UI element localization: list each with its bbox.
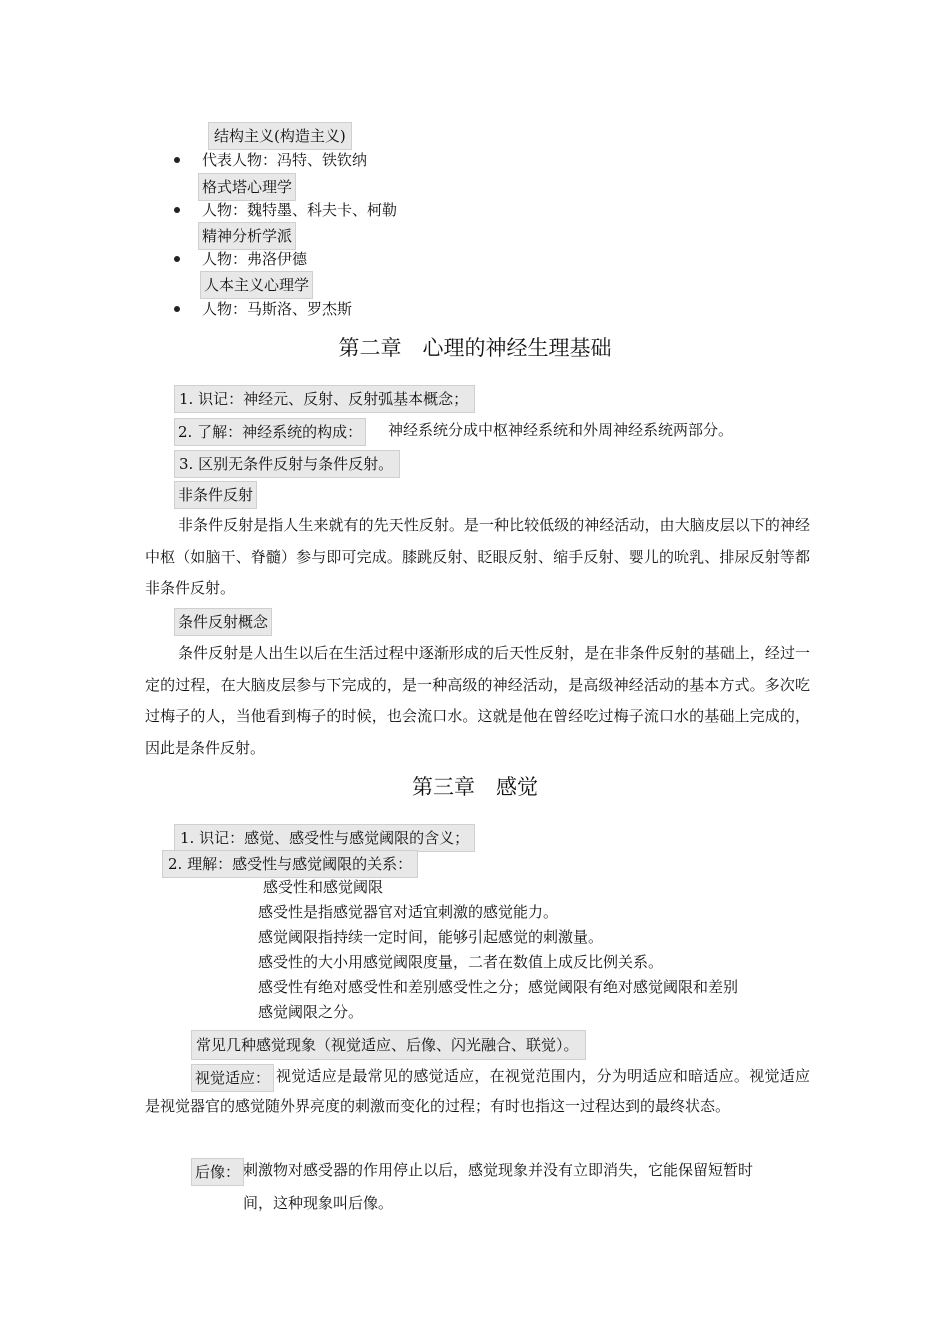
visual-adaptation-paragraph [145,1061,810,1121]
sensitivity-line: 感觉阈限之分。 [258,1003,364,1021]
ch3-objective-1: 1. 识记：感觉、感受性与感觉阈限的含义； [174,824,475,852]
school-people: 人物：弗洛伊德 [202,250,308,268]
visual-adaptation-text: 视觉适应是最常见的感觉适应，在视觉范围内，分为明适应和暗适应。视觉适应是视觉器官的感觉随外界亮度的刺激而变化的过程；有时也指这一过程达到的最终状态。 [145,1067,810,1115]
conditioned-reflex-heading: 条件反射概念 [174,608,272,636]
sensitivity-heading: 感受性和感觉阈限 [263,878,384,896]
afterimage-text-line-1: 刺激物对感受器的作用停止以后，感觉现象并没有立即消失，它能保留短暂时 [243,1161,754,1179]
ch3-objective-2: 2. 理解：感受性与感觉阈限的关系： [162,850,418,878]
school-people: 人物：魏特墨、科夫卡、柯勒 [202,201,398,219]
school-structuralism: 结构主义(构造主义) [208,122,352,150]
school-humanistic: 人本主义心理学 [200,271,313,299]
ch2-objective-1: 1. 识记：神经元、反射、反射弧基本概念； [174,385,475,413]
conditioned-reflex-paragraph [145,638,810,764]
chapter-3-title: 第三章 感觉 [412,775,538,799]
bullet-icon [174,306,180,312]
bullet-icon [174,256,180,262]
sensitivity-line: 感受性是指感觉器官对适宜刺激的感觉能力。 [258,903,559,921]
sensitivity-line: 感受性的大小用感觉阈限度量，二者在数值上成反比例关系。 [258,953,664,971]
conditioned-reflex-text: 条件反射是人出生以后在生活过程中逐渐形成的后天性反射，是在非条件反射的基础上，经过一定的过程，在大脑皮层参与下完成的，是一种高级的神经活动，是高级神经活动的基本方式。多次吃过梅子的人，当他看到梅子的时候，也会流口水。这就是他在曾经吃过梅子流口水的基础上完成的，因此是条件反射。 [145,644,810,757]
bullet-icon [174,157,180,163]
afterimage-label: 后像： [191,1158,244,1186]
school-gestalt: 格式塔心理学 [198,173,296,201]
unconditioned-reflex-paragraph [145,510,810,605]
school-people: 人物：马斯洛、罗杰斯 [202,300,353,318]
afterimage-text-line-2: 间，这种现象叫后像。 [243,1194,394,1212]
unconditioned-reflex-heading: 非条件反射 [174,481,257,509]
visual-adaptation-label: 视觉适应： [191,1064,274,1092]
ch2-objective-2-text: 神经系统分成中枢神经系统和外周神经系统两部分。 [388,421,734,439]
chapter-2-title: 第二章 心理的神经生理基础 [338,336,612,360]
ch2-objective-3: 3. 区别无条件反射与条件反射。 [174,450,400,478]
ch2-objective-2-label: 2. 了解：神经系统的构成： [174,418,366,446]
unconditioned-reflex-text: 非条件反射是指人生来就有的先天性反射。是一种比较低级的神经活动，由大脑皮层以下的神经中枢（如脑干、脊髓）参与即可完成。膝跳反射、眨眼反射、缩手反射、婴儿的吮乳、排尿反射等都非条件反射。 [145,516,810,597]
sensitivity-line: 感受性有绝对感受性和差别感受性之分；感觉阈限有绝对感觉阈限和差别 [258,978,739,996]
school-people: 代表人物：冯特、铁钦纳 [202,151,368,169]
school-psychoanalysis: 精神分析学派 [198,222,296,250]
sensory-phenomena-heading: 常见几种感觉现象（视觉适应、后像、闪光融合、联觉）。 [191,1030,586,1060]
sensitivity-line: 感觉阈限指持续一定时间，能够引起感觉的刺激量。 [258,928,604,946]
bullet-icon [174,207,180,213]
